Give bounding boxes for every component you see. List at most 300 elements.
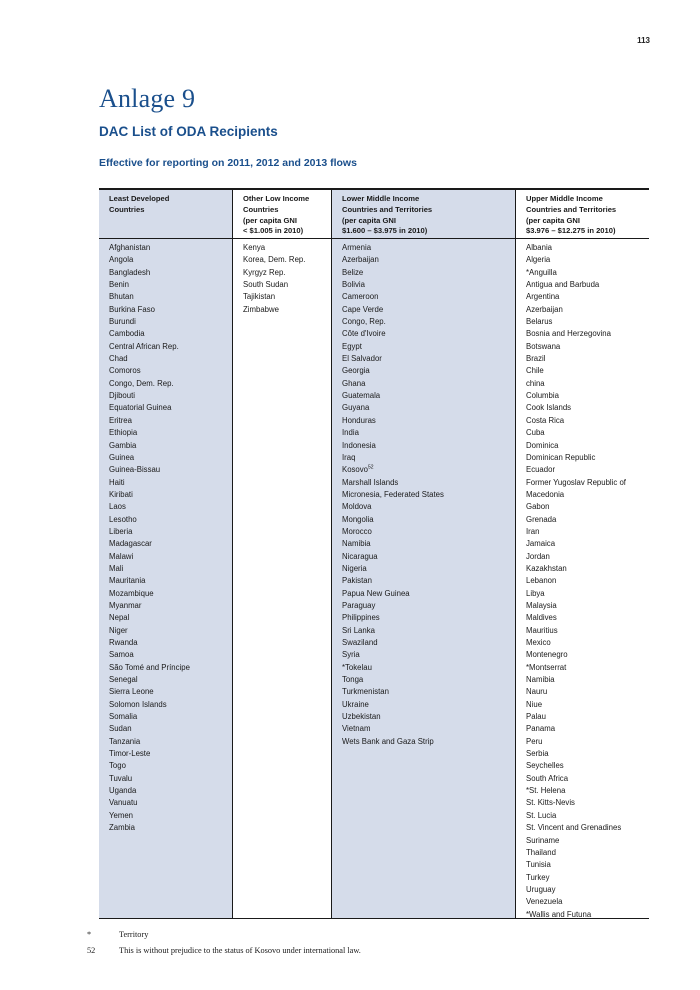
- country-list-item: [526, 662, 649, 674]
- country-name: Kiribati: [109, 489, 133, 499]
- country-list-item: [109, 242, 232, 254]
- country-list-item: [109, 328, 232, 340]
- country-name: Uganda: [109, 786, 137, 796]
- country-list-item: [342, 279, 515, 291]
- country-name: Micronesia, Federated States: [342, 489, 444, 499]
- footnote-mark: *: [87, 929, 92, 939]
- country-name: Samoa: [109, 650, 134, 660]
- country-name: Suriname: [526, 835, 560, 845]
- country-name: Syria: [342, 650, 360, 660]
- country-list-item: [342, 563, 515, 575]
- country-list-item: [342, 415, 515, 427]
- country-list-item: [342, 674, 515, 686]
- country-list-item: [109, 279, 232, 291]
- country-list-item: [342, 501, 515, 513]
- country-name: St. Vincent and Grenadines: [526, 823, 622, 833]
- country-name: Maldives: [526, 613, 557, 623]
- country-name: Vanuatu: [109, 798, 138, 808]
- country-list: [516, 239, 649, 921]
- country-name: Swaziland: [342, 638, 378, 647]
- country-list-item: [342, 316, 515, 328]
- footnotes: [87, 926, 647, 958]
- country-list-item: [526, 526, 649, 538]
- country-list-item: [526, 835, 649, 847]
- country-name: Azerbaijan: [526, 304, 563, 314]
- country-name: Marshall Islands: [342, 477, 399, 487]
- country-list: [233, 239, 331, 316]
- country-list-item: [109, 588, 232, 600]
- country-name: Wets Bank and Gaza Strip: [342, 736, 434, 746]
- country-name: *Tokelau: [342, 662, 372, 672]
- country-name: Guatemala: [342, 391, 381, 401]
- country-name: Honduras: [342, 415, 376, 425]
- country-list-item: [342, 353, 515, 365]
- column-lower-middle-income: [332, 190, 516, 918]
- country-name: Chile: [526, 366, 544, 376]
- country-list-item: [109, 773, 232, 785]
- country-name: Niue: [526, 699, 543, 709]
- country-list-item: [526, 649, 649, 661]
- header-line: Countries: [243, 204, 279, 214]
- country-name: Costa Rica: [526, 415, 565, 425]
- country-list-item: [109, 341, 232, 353]
- country-list-item: [526, 514, 649, 526]
- country-list-item: [526, 674, 649, 686]
- country-name: Montenegro: [526, 650, 568, 660]
- country-list-item: [109, 514, 232, 526]
- country-list-item: [109, 625, 232, 637]
- country-name: Seychelles: [526, 761, 564, 771]
- country-list-item: [109, 785, 232, 797]
- header-line: $3.976 – $12.275 in 2010): [526, 226, 616, 236]
- country-list-item: [526, 267, 649, 279]
- country-name: Mali: [109, 563, 124, 573]
- country-name: Togo: [109, 761, 126, 771]
- country-name: Cuba: [526, 428, 545, 438]
- country-list-item: [109, 736, 232, 748]
- header-line: (per capita GNI: [342, 215, 397, 225]
- country-list-item: [109, 711, 232, 723]
- country-list-item: [342, 551, 515, 563]
- country-name: Equatorial Guinea: [109, 403, 172, 413]
- header-line: Upper Middle Income: [526, 194, 603, 203]
- country-list-item: [342, 588, 515, 600]
- country-list-item: [342, 341, 515, 353]
- country-name: Zimbabwe: [243, 304, 279, 314]
- country-name: Macedonia: [526, 489, 565, 499]
- country-name: Malawi: [109, 551, 134, 561]
- country-list-item: [109, 600, 232, 612]
- country-list-item: [109, 452, 232, 464]
- country-list-item: [342, 686, 515, 698]
- country-list-item: [526, 736, 649, 748]
- country-list-item: [342, 662, 515, 674]
- column-other-low-income: [233, 190, 332, 918]
- country-list-item: [109, 353, 232, 365]
- country-name: Eritrea: [109, 415, 132, 425]
- country-name: Belize: [342, 267, 364, 277]
- country-list-item: [342, 427, 515, 439]
- country-name: Nicaragua: [342, 551, 378, 561]
- country-name: St. Lucia: [526, 810, 557, 820]
- country-list-item: [526, 415, 649, 427]
- country-name: Uzbekistan: [342, 712, 381, 722]
- country-list-item: [342, 649, 515, 661]
- country-name: Congo, Rep.: [342, 317, 386, 327]
- country-list-item: [109, 551, 232, 563]
- header-line: $1.600 – $3.975 in 2010): [342, 226, 428, 236]
- country-name: Lesotho: [109, 514, 137, 524]
- country-list-item: [109, 686, 232, 698]
- country-name: Yemen: [109, 810, 133, 820]
- country-name: Rwanda: [109, 638, 138, 647]
- country-list-item: [526, 699, 649, 711]
- country-name: Solomon Islands: [109, 699, 167, 709]
- country-list-item: [526, 440, 649, 452]
- country-list-item: [342, 699, 515, 711]
- country-name: Venezuela: [526, 897, 563, 907]
- country-name: Argentina: [526, 292, 560, 302]
- country-name: *St. Helena: [526, 786, 566, 796]
- header-line: (per capita GNI: [526, 215, 581, 225]
- country-list-item: [526, 847, 649, 859]
- country-name: Malaysia: [526, 600, 557, 610]
- country-list-item: [342, 242, 515, 254]
- country-list-item: [526, 884, 649, 896]
- footnote-text: This is without prejudice to the status of Kosovo under international law.: [119, 945, 361, 955]
- country-name: Ukraine: [342, 699, 369, 709]
- country-list-item: [526, 328, 649, 340]
- country-list-item: [526, 316, 649, 328]
- country-list-item: [109, 464, 232, 476]
- country-name: *Wallis and Futuna: [526, 909, 592, 919]
- footnote-reference: 52: [368, 464, 374, 471]
- country-list-item: [109, 810, 232, 822]
- country-list-item: [526, 575, 649, 587]
- country-list-item: [526, 452, 649, 464]
- country-name: Central African Rep.: [109, 341, 179, 351]
- country-list-item: [526, 304, 649, 316]
- country-name: Somalia: [109, 712, 138, 722]
- column-header: [99, 190, 232, 239]
- country-name: Thailand: [526, 847, 556, 857]
- country-list-item: [109, 748, 232, 760]
- footnote-text: Territory: [119, 929, 149, 939]
- country-name: Albania: [526, 243, 553, 252]
- country-list-item: [109, 612, 232, 624]
- country-name: Angola: [109, 255, 134, 265]
- country-name: Kyrgyz Rep.: [243, 267, 286, 277]
- country-list-item: [342, 254, 515, 266]
- country-list-item: [109, 699, 232, 711]
- country-name: Guinea: [109, 452, 135, 462]
- country-list-item: [526, 464, 649, 476]
- country-name: Tonga: [342, 675, 364, 685]
- country-list-item: [526, 254, 649, 266]
- country-list-item: [109, 304, 232, 316]
- country-name: Grenada: [526, 514, 557, 524]
- country-name: Mauritania: [109, 576, 146, 586]
- country-name: India: [342, 428, 359, 438]
- country-list-item: [109, 797, 232, 809]
- country-name: Serbia: [526, 749, 549, 759]
- country-name: Libya: [526, 588, 545, 598]
- country-list-item: [109, 291, 232, 303]
- country-name: Tunisia: [526, 860, 551, 870]
- country-list-item: [342, 304, 515, 316]
- country-name: Cameroon: [342, 292, 379, 302]
- country-name: South Africa: [526, 773, 569, 783]
- country-name: Namibia: [526, 675, 555, 685]
- country-list-item: [526, 365, 649, 377]
- country-name: São Tomé and Príncipe: [109, 662, 190, 672]
- country-list-item: [342, 365, 515, 377]
- country-list-item: [342, 452, 515, 464]
- country-list-item: [342, 600, 515, 612]
- country-name: Peru: [526, 736, 543, 746]
- country-list-item: [526, 501, 649, 513]
- country-list-item: [526, 427, 649, 439]
- country-list-item: [109, 440, 232, 452]
- country-list-item: [526, 588, 649, 600]
- country-list-item: [342, 538, 515, 550]
- country-list-item: [342, 477, 515, 489]
- country-name: Korea, Dem. Rep.: [243, 255, 306, 265]
- country-list-item: [109, 477, 232, 489]
- header-line: Countries and Territories: [342, 204, 433, 214]
- country-name: Sierra Leone: [109, 687, 154, 697]
- country-name: Mauritius: [526, 625, 558, 635]
- country-name: Uruguay: [526, 884, 556, 894]
- country-name: Iraq: [342, 452, 356, 462]
- country-list-item: [526, 625, 649, 637]
- country-list-item: [109, 822, 232, 834]
- country-name: Lebanon: [526, 576, 557, 586]
- country-list-item: [342, 267, 515, 279]
- country-list-item: [526, 390, 649, 402]
- country-name: Laos: [109, 502, 126, 512]
- country-list-item: [109, 390, 232, 402]
- country-name: Gambia: [109, 440, 137, 450]
- country-name: china: [526, 378, 545, 388]
- country-name: Timor-Leste: [109, 749, 151, 759]
- country-name: Guinea-Bissau: [109, 465, 161, 475]
- country-list-item: [342, 440, 515, 452]
- country-name: Mongolia: [342, 514, 374, 524]
- country-name: Iran: [526, 526, 540, 536]
- column-upper-middle-income: [516, 190, 649, 918]
- country-name: Kenya: [243, 243, 266, 252]
- country-name: Egypt: [342, 341, 362, 351]
- header-line: Countries and Territories: [526, 204, 617, 214]
- country-name: Liberia: [109, 526, 133, 536]
- country-list-item: [526, 341, 649, 353]
- country-name: Papua New Guinea: [342, 588, 410, 598]
- country-list-item: [342, 711, 515, 723]
- country-list-item: [526, 859, 649, 871]
- country-list-item: [526, 637, 649, 649]
- country-list-item: [526, 563, 649, 575]
- country-name: Morocco: [342, 526, 372, 536]
- country-name: Myanmar: [109, 600, 142, 610]
- country-list-item: [526, 723, 649, 735]
- header-line: (per capita GNI: [243, 215, 298, 225]
- country-name: Cape Verde: [342, 304, 384, 314]
- country-list-item: [526, 353, 649, 365]
- country-list-item: [526, 711, 649, 723]
- country-name: Jordan: [526, 551, 550, 561]
- country-name: Columbia: [526, 391, 559, 401]
- country-name: Bhutan: [109, 292, 134, 302]
- country-name: Palau: [526, 712, 546, 722]
- header-line: < $1.005 in 2010): [243, 226, 304, 236]
- country-list-item: [526, 551, 649, 563]
- country-name: Vietnam: [342, 724, 371, 734]
- country-name: Algeria: [526, 255, 551, 265]
- country-list-item: [526, 896, 649, 908]
- country-name: Tajikistan: [243, 292, 276, 302]
- country-name: Zambia: [109, 823, 135, 833]
- country-name: El Salvador: [342, 354, 382, 364]
- country-list-item: [342, 291, 515, 303]
- country-name: Djibouti: [109, 391, 136, 401]
- country-name: Afghanistan: [109, 243, 151, 252]
- country-list-item: [526, 538, 649, 550]
- header-line: Countries: [109, 204, 145, 214]
- country-list-item: [342, 637, 515, 649]
- country-list-item: [526, 748, 649, 760]
- country-list-item: [109, 402, 232, 414]
- country-list-item: [342, 402, 515, 414]
- country-name: Sudan: [109, 724, 132, 734]
- country-list-item: [109, 538, 232, 550]
- country-list-item: [526, 785, 649, 797]
- country-name: Dominican Republic: [526, 452, 596, 462]
- country-name: Côte d'Ivoire: [342, 329, 386, 339]
- country-name: Bosnia and Herzegovina: [526, 329, 611, 339]
- country-name: Congo, Dem. Rep.: [109, 378, 174, 388]
- country-list-item: [526, 600, 649, 612]
- country-name: Belarus: [526, 317, 553, 327]
- column-header: [233, 190, 331, 239]
- country-list-item: [109, 427, 232, 439]
- country-list-item: [109, 575, 232, 587]
- country-name: Burundi: [109, 317, 136, 327]
- footnote: [87, 942, 647, 958]
- country-name: Indonesia: [342, 440, 376, 450]
- country-list-item: [526, 810, 649, 822]
- country-list-item: [526, 477, 649, 489]
- oda-recipients-table: [99, 188, 649, 919]
- page-title: Anlage 9: [99, 84, 196, 113]
- country-list-item: [526, 291, 649, 303]
- country-list-item: [526, 773, 649, 785]
- country-list-item: [342, 378, 515, 390]
- column-header: [332, 190, 515, 239]
- country-list-item: [342, 489, 515, 501]
- country-list-item: [243, 291, 331, 303]
- country-list-item: [109, 526, 232, 538]
- country-name: Turkmenistan: [342, 687, 389, 697]
- country-list-item: [526, 489, 649, 501]
- country-list-item: [526, 402, 649, 414]
- country-name: Nigeria: [342, 563, 367, 573]
- country-name: Kazakhstan: [526, 563, 567, 573]
- country-list-item: [526, 242, 649, 254]
- country-list-item: [342, 390, 515, 402]
- country-name: Pakistan: [342, 576, 372, 586]
- country-name: Turkey: [526, 872, 550, 882]
- country-list-item: [109, 674, 232, 686]
- country-name: Botswana: [526, 341, 561, 351]
- country-list-item: [243, 242, 331, 254]
- country-list-item: [342, 736, 515, 748]
- country-list-item: [243, 254, 331, 266]
- effective-period: Effective for reporting on 2011, 2012 and 2013 flows: [99, 157, 357, 169]
- column-header: [516, 190, 649, 239]
- header-line: Other Low Income: [243, 194, 310, 203]
- country-name: Moldova: [342, 502, 372, 512]
- country-name: Philippines: [342, 613, 380, 623]
- country-name: Armenia: [342, 243, 372, 252]
- country-name: Nepal: [109, 613, 130, 623]
- country-name: Paraguay: [342, 600, 376, 610]
- document-subtitle: DAC List of ODA Recipients: [99, 124, 278, 139]
- country-name: South Sudan: [243, 280, 289, 290]
- country-name: Cook Islands: [526, 403, 572, 413]
- footnote-mark: 52: [87, 945, 96, 955]
- country-list-item: [342, 612, 515, 624]
- country-list-item: [109, 662, 232, 674]
- header-line: Least Developed: [109, 194, 170, 203]
- country-name: Ghana: [342, 378, 366, 388]
- country-name: Niger: [109, 625, 128, 635]
- country-list-item: [526, 378, 649, 390]
- country-name: Chad: [109, 354, 128, 364]
- country-name: Nauru: [526, 687, 548, 697]
- country-list-item: [109, 267, 232, 279]
- country-name: Haiti: [109, 477, 125, 487]
- country-list-item: [109, 563, 232, 575]
- footnote: [87, 926, 647, 942]
- country-name: Georgia: [342, 366, 370, 376]
- country-list-item: [109, 501, 232, 513]
- header-line: Lower Middle Income: [342, 194, 420, 203]
- country-name: Ethiopia: [109, 428, 138, 438]
- country-name: Burkina Faso: [109, 304, 155, 314]
- country-list-item: [342, 723, 515, 735]
- country-name: Kosovo: [342, 465, 369, 475]
- country-name: Cambodia: [109, 329, 145, 339]
- country-name: Mozambique: [109, 588, 154, 598]
- country-name: Dominica: [526, 440, 559, 450]
- country-list-item: [243, 267, 331, 279]
- country-list: [332, 239, 515, 748]
- country-list-item: [342, 575, 515, 587]
- country-list-item: [526, 872, 649, 884]
- country-list-item: [342, 464, 515, 476]
- country-name: Former Yugoslav Republic of: [526, 477, 626, 487]
- country-list-item: [109, 723, 232, 735]
- country-name: Tuvalu: [109, 773, 133, 783]
- country-name: Brazil: [526, 354, 546, 364]
- country-list-item: [342, 526, 515, 538]
- country-list-item: [526, 797, 649, 809]
- country-list-item: [109, 365, 232, 377]
- country-list-item: [526, 612, 649, 624]
- country-name: Azerbaijan: [342, 255, 379, 265]
- country-name: Comoros: [109, 366, 141, 376]
